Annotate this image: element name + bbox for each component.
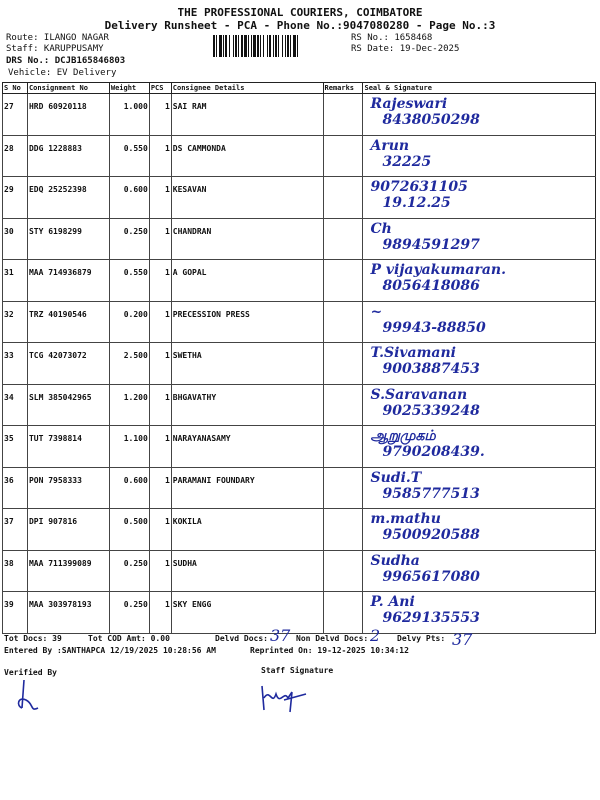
col-consignment: Consignment No xyxy=(27,83,109,94)
handwritten-name: Sudi.T xyxy=(370,469,422,486)
row-weight-text: 0.600 xyxy=(123,475,148,485)
non-delivered-label: Non Delvd Docs: xyxy=(296,634,369,643)
row-sno-text: 36 xyxy=(4,475,14,485)
handwritten-phone: 8438050298 xyxy=(382,112,480,128)
non-delivered-value: 2 xyxy=(370,626,381,645)
row-sno xyxy=(3,550,28,592)
row-consignee-text: SUDHA xyxy=(172,558,197,568)
col-pcs: PCS xyxy=(149,83,171,94)
handwritten-name: 9072631105 xyxy=(370,179,468,195)
row-consignment-no xyxy=(27,301,109,343)
row-sno-text: 31 xyxy=(4,268,14,277)
row-consignee xyxy=(171,426,323,468)
row-consignee-text: A GOPAL xyxy=(172,268,207,277)
row-consignee-text: PRECESSION PRESS xyxy=(172,309,250,319)
reprinted-on: Reprinted On: 19-12-2025 10:34:12 xyxy=(250,646,409,655)
row-pcs-text: 1 xyxy=(164,600,170,609)
row-sno xyxy=(3,384,28,426)
row-consignee-text: KESAVAN xyxy=(172,185,207,194)
handwritten-phone: 32225 xyxy=(382,153,432,170)
delivery-points-value: 37 xyxy=(452,630,473,649)
table-row xyxy=(3,467,596,509)
row-sno-text: 29 xyxy=(4,185,14,194)
row-pcs xyxy=(149,260,171,302)
row-weight xyxy=(109,384,149,426)
row-weight-text: 1.100 xyxy=(123,434,148,443)
row-sno xyxy=(3,177,28,219)
row-sno xyxy=(3,426,28,468)
staff-signature-label: Staff Signature xyxy=(261,666,334,675)
row-weight xyxy=(109,177,149,219)
row-remarks xyxy=(323,384,363,426)
row-pcs xyxy=(149,177,171,219)
row-pcs xyxy=(149,301,171,343)
row-consignee xyxy=(171,343,323,385)
rs-date: RS Date: 19-Dec-2025 xyxy=(351,44,460,54)
row-consignee xyxy=(171,94,323,136)
delivered-docs-label: Delvd Docs: xyxy=(215,634,268,643)
row-weight-text: 0.200 xyxy=(123,309,148,319)
row-consignee xyxy=(171,467,323,509)
col-signature: Seal & Signature xyxy=(363,83,596,94)
row-sno-text: 30 xyxy=(4,226,14,236)
row-remarks xyxy=(323,343,363,385)
table-row xyxy=(3,592,596,634)
row-consignment-no-text: SLM 385042965 xyxy=(28,392,92,402)
row-weight-text: 2.500 xyxy=(123,351,148,360)
row-weight-text: 1.000 xyxy=(123,102,148,111)
row-signature xyxy=(363,384,596,426)
row-consignee xyxy=(171,550,323,592)
handwritten-name: Arun xyxy=(370,137,410,154)
total-docs: Tot Docs: 39 xyxy=(4,634,62,643)
row-signature xyxy=(363,426,596,468)
row-consignment-no-text: MAA 303978193 xyxy=(28,600,92,609)
row-weight xyxy=(109,592,149,634)
handwritten-phone: 9003887453 xyxy=(382,361,480,377)
row-pcs xyxy=(149,135,171,177)
row-remarks xyxy=(323,509,363,551)
row-remarks xyxy=(323,301,363,343)
row-sno-text: 38 xyxy=(4,558,14,568)
row-consignee xyxy=(171,301,323,343)
row-pcs-text: 1 xyxy=(164,185,170,194)
row-pcs-text: 1 xyxy=(164,475,170,485)
row-weight-text: 0.500 xyxy=(123,517,148,526)
handwritten-phone: 9500920588 xyxy=(382,527,480,543)
row-consignee-text: PARAMANI FOUNDARY xyxy=(172,475,255,485)
row-sno xyxy=(3,343,28,385)
row-consignee xyxy=(171,135,323,177)
table-row xyxy=(3,260,596,302)
row-pcs-text: 1 xyxy=(164,434,170,443)
staff-label: Staff: KARUPPUSAMY xyxy=(6,44,104,54)
handwritten-phone: 9629135553 xyxy=(382,610,480,626)
row-weight-text: 0.250 xyxy=(123,600,148,609)
row-sno-text: 37 xyxy=(4,517,14,526)
row-consignee xyxy=(171,384,323,426)
row-signature xyxy=(363,592,596,634)
row-consignee-text: BHGAVATHY xyxy=(172,392,217,402)
handwritten-name: ஆறுமுகம் xyxy=(370,428,436,444)
table-row xyxy=(3,550,596,592)
row-signature xyxy=(363,260,596,302)
row-weight-text: 0.250 xyxy=(123,558,148,568)
row-pcs xyxy=(149,218,171,260)
row-sno xyxy=(3,135,28,177)
row-weight-text: 1.200 xyxy=(123,392,148,402)
row-remarks xyxy=(323,426,363,468)
row-consignment-no-text: PON 7958333 xyxy=(28,475,82,485)
handwritten-name: P vijayakumaran. xyxy=(370,262,506,278)
row-weight-text: 0.550 xyxy=(123,268,148,277)
table-row xyxy=(3,509,596,551)
table-row xyxy=(3,301,596,343)
handwritten-name: ~ xyxy=(370,303,383,320)
table-row xyxy=(3,94,596,136)
staff-signature-mark xyxy=(258,680,308,714)
row-pcs xyxy=(149,426,171,468)
row-consignment-no-text: TCG 42073072 xyxy=(28,351,87,360)
col-sno: S No xyxy=(3,83,28,94)
row-pcs xyxy=(149,509,171,551)
vehicle-label: Vehicle: EV Delivery xyxy=(8,68,117,78)
handwritten-phone: 8056418086 xyxy=(382,278,480,294)
row-signature xyxy=(363,509,596,551)
row-consignment-no xyxy=(27,592,109,634)
runsheet-subtitle: Delivery Runsheet - PCA - Phone No.:9047080280 - Page No.:3 xyxy=(104,19,496,32)
handwritten-name: S.Saravanan xyxy=(370,386,468,403)
row-consignee-text: SKY ENGG xyxy=(172,600,212,609)
row-consignee xyxy=(171,218,323,260)
total-cod: Tot COD Amt: 0.00 xyxy=(88,634,170,643)
barcode xyxy=(213,35,346,57)
row-consignment-no xyxy=(27,343,109,385)
row-sno xyxy=(3,467,28,509)
table-row xyxy=(3,218,596,260)
row-pcs-text: 1 xyxy=(164,268,170,277)
row-weight xyxy=(109,135,149,177)
row-sno-text: 27 xyxy=(4,102,14,111)
rs-number: RS No.: 1658468 xyxy=(351,33,433,43)
table-row xyxy=(3,426,596,468)
row-pcs-text: 1 xyxy=(164,517,170,526)
row-remarks xyxy=(323,592,363,634)
row-pcs-text: 1 xyxy=(164,558,170,568)
row-consignee-text: CHANDRAN xyxy=(172,226,212,236)
row-consignee-text: SAI RAM xyxy=(172,102,207,111)
row-remarks xyxy=(323,218,363,260)
row-sno xyxy=(3,509,28,551)
row-weight-text: 0.550 xyxy=(123,143,148,153)
row-consignee-text: KOKILA xyxy=(172,517,202,526)
delivered-docs-value: 37 xyxy=(270,626,291,645)
handwritten-name: T.Sivamani xyxy=(370,345,456,361)
row-consignment-no-text: MAA 711399089 xyxy=(28,558,92,568)
verified-by-label: Verified By xyxy=(4,668,57,677)
table-row xyxy=(3,343,596,385)
company-title: THE PROFESSIONAL COURIERS, COIMBATORE xyxy=(177,6,423,19)
row-weight xyxy=(109,550,149,592)
row-consignment-no xyxy=(27,509,109,551)
row-pcs-text: 1 xyxy=(164,392,170,402)
handwritten-phone: 9585777513 xyxy=(382,485,480,502)
row-sno-text: 28 xyxy=(4,143,14,153)
row-weight xyxy=(109,301,149,343)
row-signature xyxy=(363,343,596,385)
row-sno-text: 34 xyxy=(4,392,14,402)
handwritten-phone: 9894591297 xyxy=(382,236,480,253)
row-pcs-text: 1 xyxy=(164,102,170,111)
handwritten-phone: 19.12.25 xyxy=(382,195,451,211)
runsheet-table xyxy=(2,82,596,634)
row-consignment-no-text: DPI 907816 xyxy=(28,517,78,526)
row-weight-text: 0.600 xyxy=(123,185,148,194)
drs-number: DRS No.: DCJB165846803 xyxy=(6,56,126,66)
table-row xyxy=(3,177,596,219)
row-consignment-no-text: EDQ 25252398 xyxy=(28,185,87,194)
row-signature xyxy=(363,467,596,509)
row-consignment-no-text: STY 6198299 xyxy=(28,226,82,236)
row-pcs xyxy=(149,343,171,385)
row-weight xyxy=(109,343,149,385)
row-remarks xyxy=(323,260,363,302)
row-pcs xyxy=(149,550,171,592)
handwritten-name: P. Ani xyxy=(370,594,415,610)
row-weight xyxy=(109,426,149,468)
row-signature xyxy=(363,94,596,136)
row-consignment-no-text: TRZ 40190546 xyxy=(28,309,87,319)
row-signature xyxy=(363,550,596,592)
row-pcs-text: 1 xyxy=(164,226,170,236)
row-sno xyxy=(3,218,28,260)
row-sno-text: 33 xyxy=(4,351,14,360)
row-consignment-no xyxy=(27,467,109,509)
handwritten-phone: 99943-88850 xyxy=(382,319,486,336)
row-consignment-no-text: TUT 7398814 xyxy=(28,434,82,443)
delivery-points-label: Delvy Pts: xyxy=(397,634,446,643)
row-consignment-no xyxy=(27,550,109,592)
row-sno xyxy=(3,592,28,634)
row-consignee-text: SWETHA xyxy=(172,351,202,360)
row-consignment-no xyxy=(27,218,109,260)
row-consignment-no-text: MAA 714936879 xyxy=(28,268,92,277)
row-consignment-no xyxy=(27,384,109,426)
row-pcs xyxy=(149,467,171,509)
row-signature xyxy=(363,135,596,177)
row-pcs xyxy=(149,384,171,426)
table-row xyxy=(3,135,596,177)
row-weight xyxy=(109,467,149,509)
row-pcs xyxy=(149,592,171,634)
row-sno xyxy=(3,260,28,302)
row-consignment-no xyxy=(27,94,109,136)
row-consignee xyxy=(171,260,323,302)
row-pcs xyxy=(149,94,171,136)
row-consignee xyxy=(171,509,323,551)
row-weight xyxy=(109,94,149,136)
row-consignment-no xyxy=(27,177,109,219)
row-remarks xyxy=(323,135,363,177)
col-weight: Weight xyxy=(109,83,149,94)
row-sno xyxy=(3,301,28,343)
entered-by: Entered By :SANTHAPCA 12/19/2025 10:28:56 AM xyxy=(4,646,216,655)
row-remarks xyxy=(323,467,363,509)
row-sno xyxy=(3,94,28,136)
row-consignment-no xyxy=(27,260,109,302)
row-sno-text: 35 xyxy=(4,434,14,443)
row-consignee-text: DS CAMMONDA xyxy=(172,143,226,153)
handwritten-phone: 9025339248 xyxy=(382,402,480,419)
row-sno-text: 32 xyxy=(4,309,14,319)
handwritten-phone: 9790208439. xyxy=(382,444,485,460)
handwritten-name: m.mathu xyxy=(370,511,441,527)
col-consignee: Consignee Details xyxy=(171,83,323,94)
row-pcs-text: 1 xyxy=(164,351,170,360)
row-remarks xyxy=(323,177,363,219)
row-consignment-no xyxy=(27,426,109,468)
row-signature xyxy=(363,218,596,260)
col-remarks: Remarks xyxy=(323,83,363,94)
handwritten-name: Rajeswari xyxy=(370,96,448,112)
route-label: Route: ILANGO NAGAR xyxy=(6,33,109,43)
row-pcs-text: 1 xyxy=(164,309,170,319)
handwritten-name: Ch xyxy=(370,220,392,237)
row-consignment-no-text: HRD 60920118 xyxy=(28,102,87,111)
row-weight xyxy=(109,509,149,551)
row-pcs-text: 1 xyxy=(164,143,170,153)
row-sno-text: 39 xyxy=(4,600,14,609)
row-weight xyxy=(109,260,149,302)
row-remarks xyxy=(323,550,363,592)
handwritten-name: Sudha xyxy=(370,552,420,569)
row-signature xyxy=(363,177,596,219)
table-row xyxy=(3,384,596,426)
row-weight xyxy=(109,218,149,260)
row-remarks xyxy=(323,94,363,136)
row-consignment-no-text: DDG 1228883 xyxy=(28,143,82,153)
row-consignee xyxy=(171,177,323,219)
row-consignee xyxy=(171,592,323,634)
handwritten-phone: 9965617080 xyxy=(382,568,480,585)
verifier-signature xyxy=(14,678,44,714)
row-consignee-text: NARAYANASAMY xyxy=(172,434,231,443)
row-consignment-no xyxy=(27,135,109,177)
row-weight-text: 0.250 xyxy=(123,226,148,236)
table-header-row xyxy=(3,83,596,94)
row-signature xyxy=(363,301,596,343)
